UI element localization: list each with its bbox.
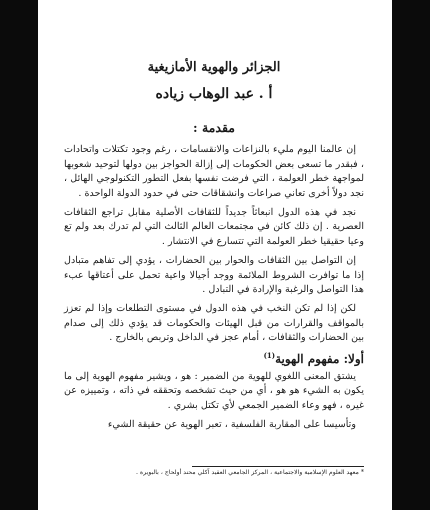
section-one-paragraph-1: يشتق المعنى اللغوي للهوية من الضمير : هو ، ويشير مفهوم الهوية إلى ما يكون به الشيء هو هو ، أي من حيث تشخصه وتحققه في ذاته ، وتمييزه عن غيره ، فهو وعاء الضمير الجمعي لأي تكتل بشري . xyxy=(64,371,364,411)
footnote-ref[interactable]: (1) xyxy=(263,350,276,360)
section-one-heading xyxy=(64,352,364,366)
footnote-text: * معهد العلوم الإسلامية والاجتماعية ، المركز الجامعي العقيد آكلي محند أولحاج ، بالبويرة . xyxy=(136,469,364,476)
document-page xyxy=(38,0,392,510)
intro-paragraph-3: إن التواصل بين الثقافات والحوار بين الحضارات ، يؤدي إلى تفاهم متبادل إذا ما توافرت الشروط الملائمة ووجد أجيالا واعية تحمل على أعتاقها عبء هذا التواصل والرغبة والإرادة في التبادل . xyxy=(64,255,364,296)
article-title: الجزائر والهوية الأمازيغية xyxy=(147,60,281,75)
intro-paragraph-2: نجد في هذه الدول انبعاثاً جديداً للثقافات الأصلية مقابل تراجع الثقافات العصرية . إن ذلك كائن في مجتمعات العالم الثالث التي لم تدرك بعد ولم تع وعيا حقيقيا خطر العولمة التي تتسارع في الانتشار . xyxy=(64,207,364,247)
intro-heading: مقدمة : xyxy=(193,120,235,136)
section-one-paragraph-2: وتأسيسا على المقاربة الفلسفية ، تعبر الهوية عن حقيقة الشيء xyxy=(107,419,356,431)
document-body xyxy=(64,60,364,438)
footnote-divider xyxy=(192,466,364,467)
section-one-heading-text: أولا: مفهوم الهوية xyxy=(275,351,364,366)
intro-paragraph-1: إن عالمنا اليوم مليء بالنزاعات والانقسامات ، رغم وجود تكتلات واتحادات ، فبقدر ما تسعى بعض الحكومات إلى إزالة الحواجز بين دولها لتوحيد شعوبها لمواجهة خطر العولمة ، التي فرضت نفسها بفعل التطور التكنولوجي الهائل ، نجد دولاً أخرى تعاني صراعات وانشقاقات حتى في حدود الدولة الواحدة . xyxy=(64,144,364,199)
intro-paragraph-4: لكن إذا لم تكن النخب في هذه الدول في مستوى التطلعات وإذا لم تعزز بالمواقف والقرارات من قبل الهيئات والحكومات قد يؤدي ذلك إلى صدام بين الحضارات والثقافات ، أمام عجز في الداخل وتربص بالخارج . xyxy=(64,303,364,344)
author-name: أ . عبد الوهاب زياده xyxy=(155,85,273,102)
